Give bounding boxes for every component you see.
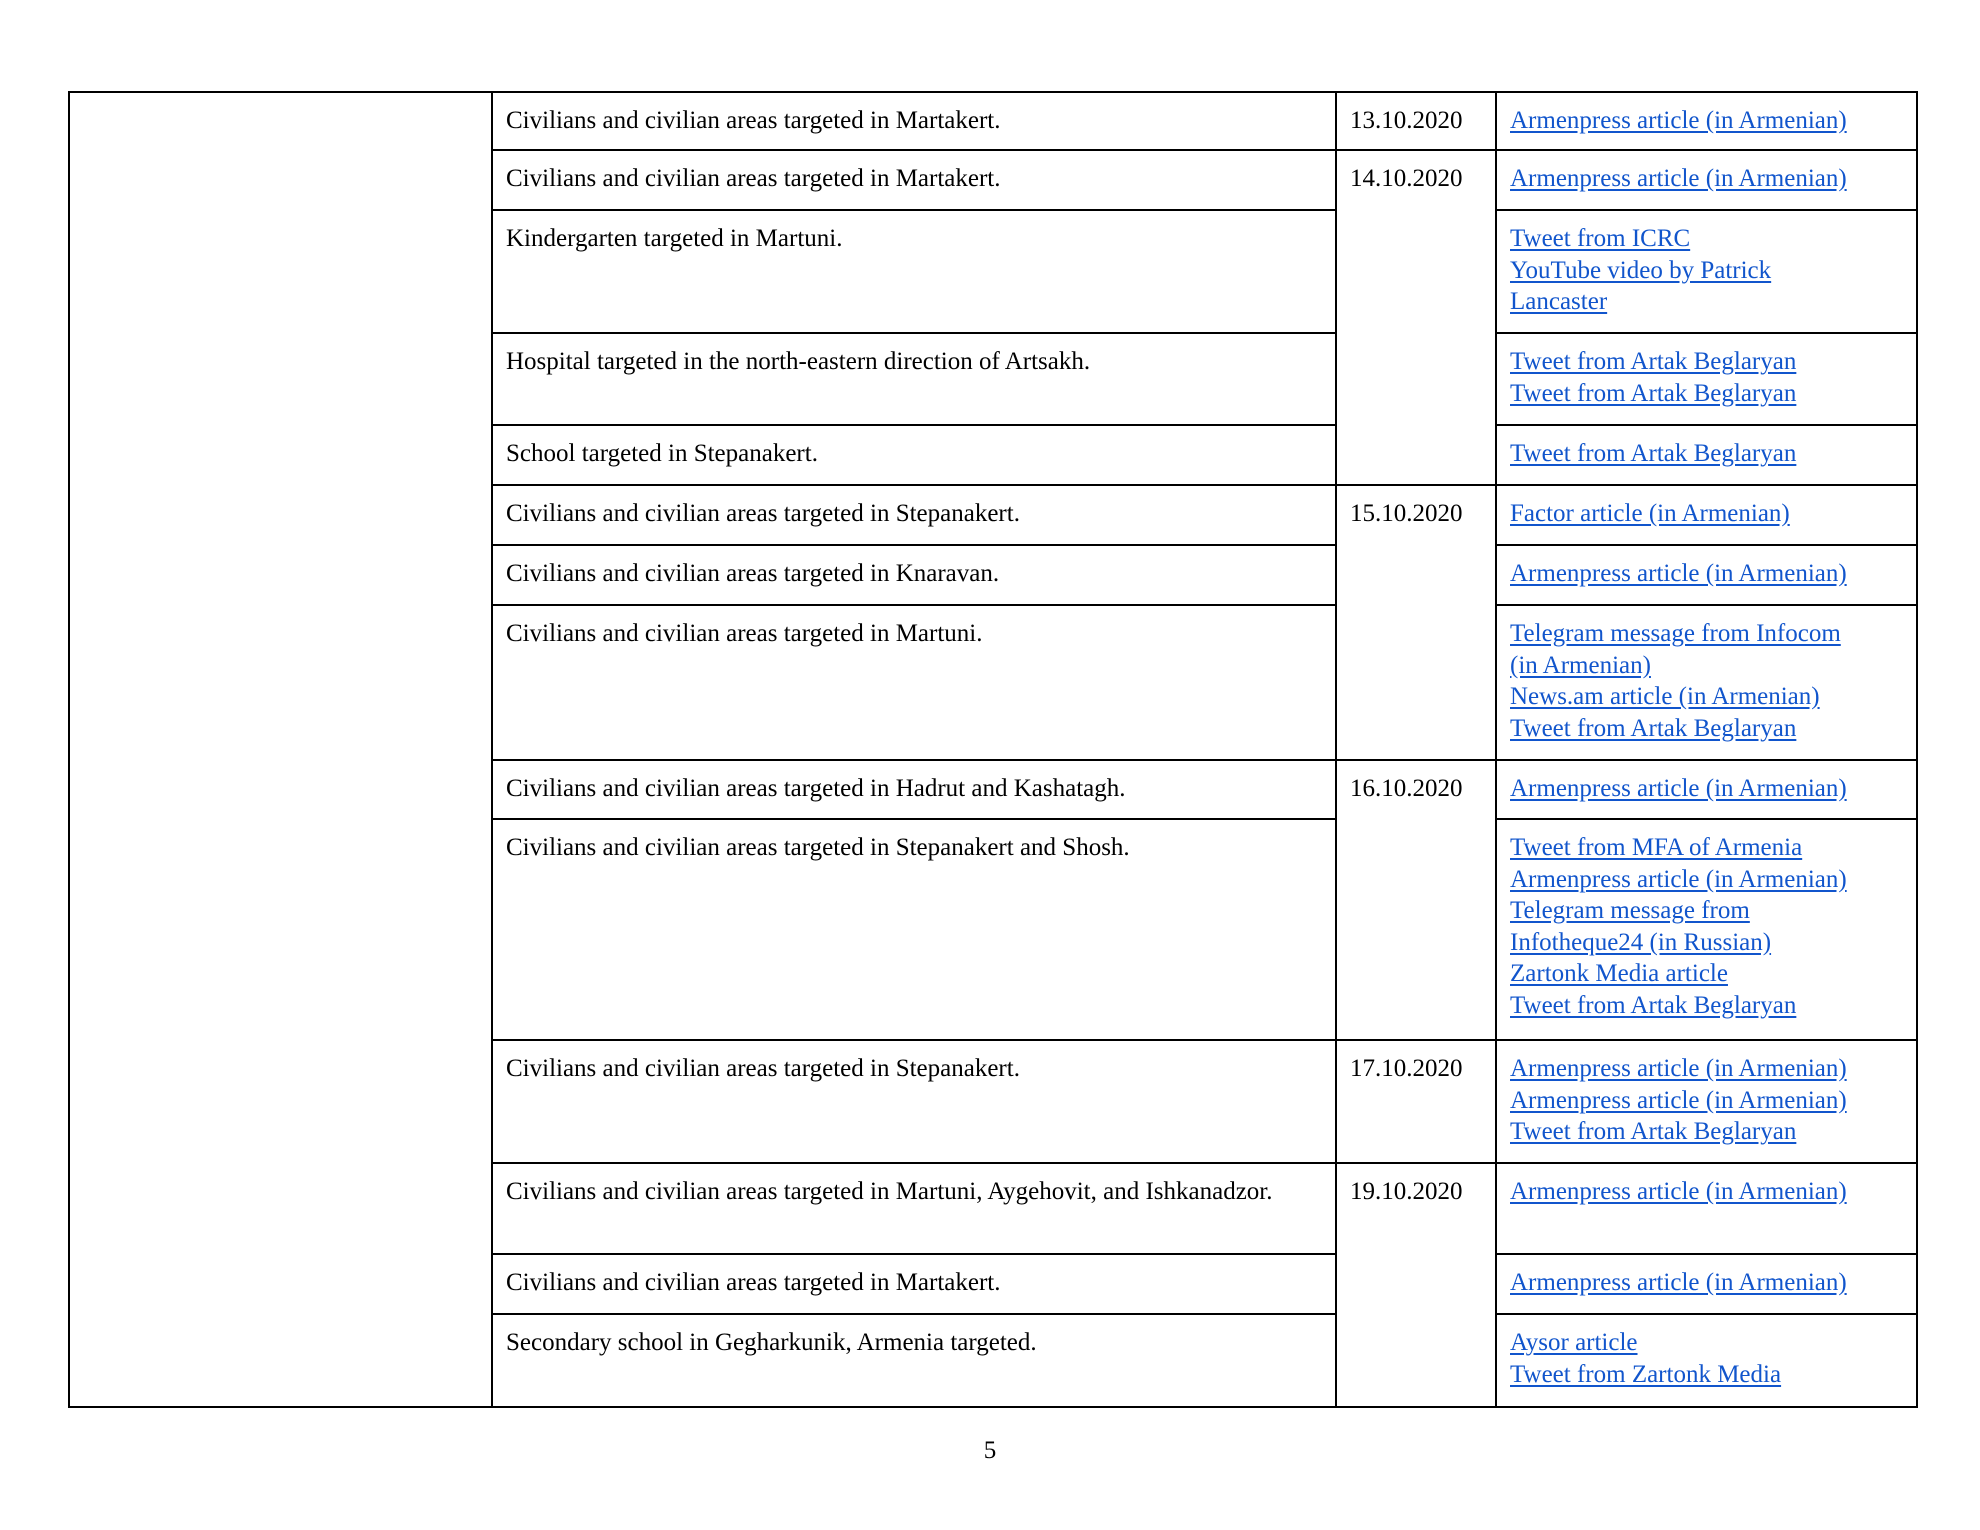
source-link[interactable]: Factor article (in Armenian) [1510, 500, 1790, 527]
source-link[interactable]: Lancaster [1510, 288, 1608, 315]
source-links-cell [1496, 333, 1917, 425]
incident-description: Civilians and civilian areas targeted in Martakert. [492, 150, 1336, 210]
source-link[interactable]: Telegram message from Infocom [1510, 620, 1841, 647]
source-link[interactable]: YouTube video by Patrick [1510, 256, 1772, 284]
incident-description: Secondary school in Gegharkunik, Armenia targeted. [492, 1314, 1336, 1407]
source-links-cell [1496, 210, 1917, 333]
source-link[interactable]: (in Armenian) [1510, 651, 1651, 679]
source-link[interactable]: Zartonk Media article [1510, 960, 1728, 987]
incident-description: Civilians and civilian areas targeted in Stepanakert. [492, 485, 1336, 545]
incident-date: 19.10.2020 [1336, 1163, 1496, 1407]
incident-description: Civilians and civilian areas targeted in Stepanakert. [492, 1040, 1336, 1163]
source-link[interactable]: Armenpress article (in Armenian) [1510, 165, 1847, 192]
source-links-cell [1496, 150, 1917, 210]
source-link[interactable]: Armenpress article (in Armenian) [1510, 865, 1847, 893]
incident-description: Civilians and civilian areas targeted in Martuni, Aygehovit, and Ishkanadzor. [492, 1163, 1336, 1254]
incident-description: Civilians and civilian areas targeted in Martuni. [492, 605, 1336, 760]
source-link[interactable]: Armenpress article (in Armenian) [1510, 560, 1847, 587]
incident-description: Civilians and civilian areas targeted in Martakert. [492, 92, 1336, 150]
source-links-cell [1496, 92, 1917, 150]
source-link[interactable]: Armenpress article (in Armenian) [1510, 107, 1847, 134]
source-link[interactable]: Tweet from MFA of Armenia [1510, 834, 1803, 861]
source-links-cell [1496, 425, 1917, 485]
table-row [69, 92, 1917, 150]
source-link[interactable]: Infotheque24 (in Russian) [1510, 928, 1772, 956]
source-links-cell [1496, 605, 1917, 760]
incident-description: Hospital targeted in the north-eastern direction of Artsakh. [492, 333, 1336, 425]
blank-category-cell [69, 92, 492, 1407]
source-link[interactable]: Tweet from Artak Beglaryan [1510, 379, 1797, 407]
incident-date: 17.10.2020 [1336, 1040, 1496, 1163]
incident-date: 13.10.2020 [1336, 92, 1496, 150]
page-number: 5 [983, 1437, 997, 1464]
source-links-cell [1496, 1163, 1917, 1254]
incidents-table [68, 91, 1918, 1408]
source-link[interactable]: Tweet from Artak Beglaryan [1510, 348, 1797, 375]
source-links-cell [1496, 760, 1917, 819]
source-link[interactable]: Tweet from Artak Beglaryan [1510, 440, 1797, 467]
source-link[interactable]: Tweet from Artak Beglaryan [1510, 1118, 1797, 1145]
source-link[interactable]: Armenpress article (in Armenian) [1510, 1269, 1847, 1296]
incident-date: 16.10.2020 [1336, 760, 1496, 1040]
incident-description: School targeted in Stepanakert. [492, 425, 1336, 485]
source-link[interactable]: Tweet from ICRC [1510, 225, 1691, 252]
source-link[interactable]: Armenpress article (in Armenian) [1510, 1086, 1847, 1114]
source-links-cell [1496, 545, 1917, 605]
incident-description: Civilians and civilian areas targeted in Martakert. [492, 1254, 1336, 1314]
incident-date: 15.10.2020 [1336, 485, 1496, 760]
source-link[interactable]: Armenpress article (in Armenian) [1510, 1178, 1847, 1205]
source-link[interactable]: Armenpress article (in Armenian) [1510, 775, 1847, 802]
source-link[interactable]: Aysor article [1510, 1329, 1638, 1356]
source-link[interactable]: Telegram message from [1510, 897, 1750, 924]
source-link[interactable]: Tweet from Artak Beglaryan [1510, 714, 1797, 742]
incident-description: Civilians and civilian areas targeted in Stepanakert and Shosh. [492, 819, 1336, 1040]
incident-description: Civilians and civilian areas targeted in Knaravan. [492, 545, 1336, 605]
incident-description: Kindergarten targeted in Martuni. [492, 210, 1336, 333]
source-link[interactable]: News.am article (in Armenian) [1510, 683, 1820, 710]
source-links-cell [1496, 485, 1917, 545]
source-links-cell [1496, 1040, 1917, 1163]
source-links-cell [1496, 819, 1917, 1040]
source-link[interactable]: Tweet from Artak Beglaryan [1510, 991, 1797, 1019]
source-link[interactable]: Armenpress article (in Armenian) [1510, 1055, 1847, 1082]
incident-description: Civilians and civilian areas targeted in Hadrut and Kashatagh. [492, 760, 1336, 819]
source-links-cell [1496, 1254, 1917, 1314]
incident-date: 14.10.2020 [1336, 150, 1496, 485]
source-links-cell [1496, 1314, 1917, 1407]
source-link[interactable]: Tweet from Zartonk Media [1510, 1360, 1782, 1388]
